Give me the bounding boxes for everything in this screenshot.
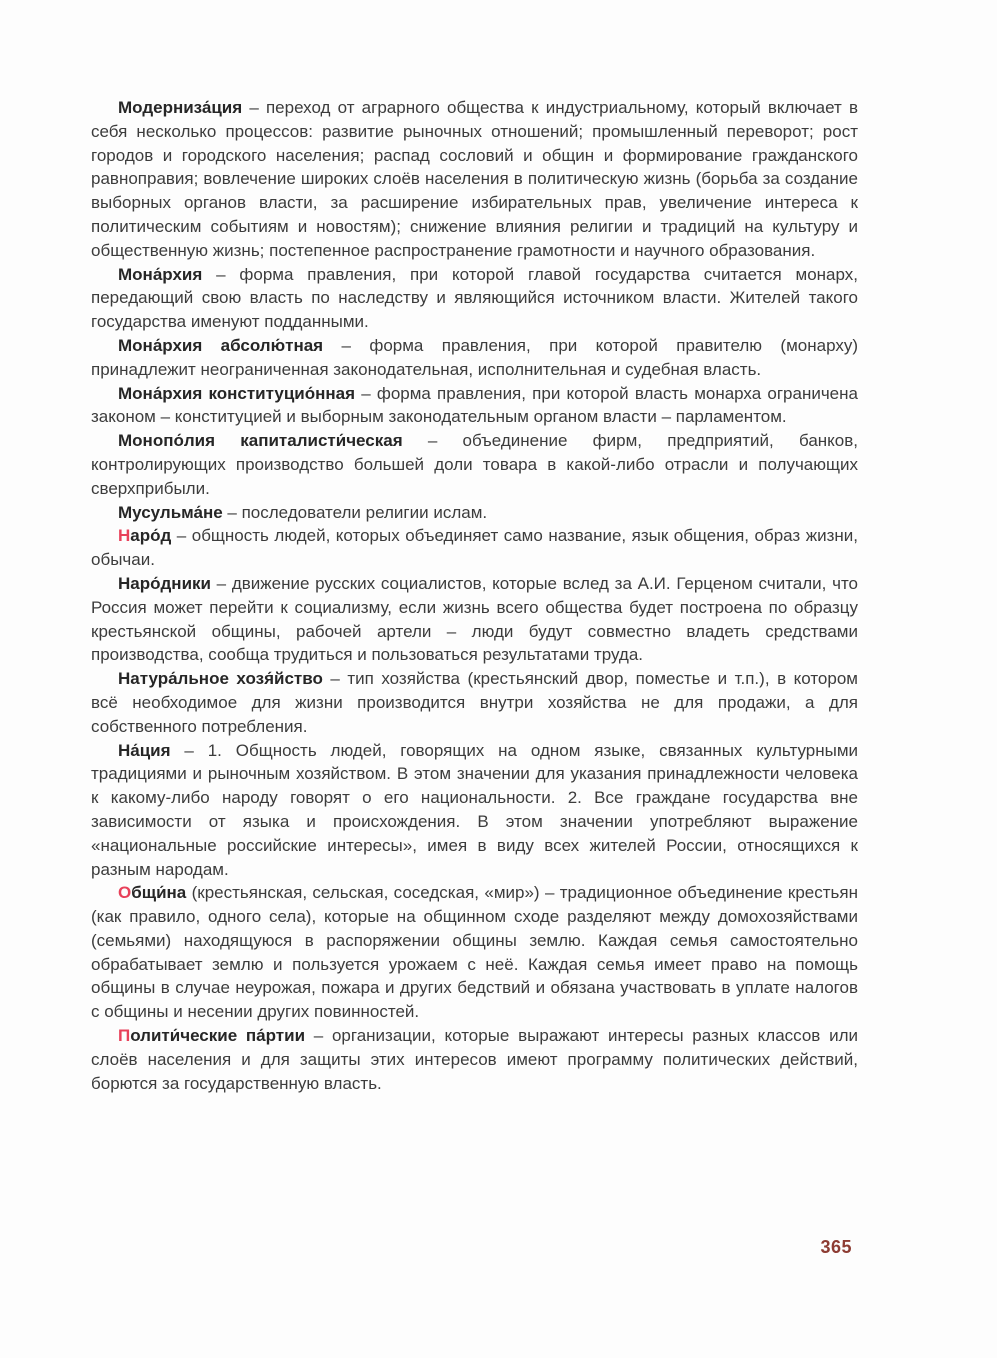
term-rest: а́ция bbox=[130, 740, 171, 760]
glossary-entry bbox=[91, 334, 858, 382]
term-rest: бщи́на bbox=[131, 883, 187, 903]
term-initial: М bbox=[118, 383, 133, 403]
glossary-entry bbox=[91, 881, 858, 1024]
glossary-term bbox=[118, 431, 403, 450]
glossary-term bbox=[118, 669, 323, 688]
page-number: 365 bbox=[820, 1237, 852, 1257]
term-initial: М bbox=[118, 431, 133, 451]
term-initial: О bbox=[118, 883, 132, 903]
term-rest: она́рхия bbox=[132, 264, 203, 284]
term-rest: она́рхия абсолю́тная bbox=[132, 335, 324, 355]
term-initial: М bbox=[118, 502, 133, 522]
term-initial: Н bbox=[118, 526, 131, 546]
glossary-term bbox=[118, 265, 202, 284]
glossary-term bbox=[118, 384, 355, 403]
term-initial: Н bbox=[118, 740, 131, 760]
term-initial: П bbox=[118, 1026, 131, 1046]
glossary-entry bbox=[91, 382, 858, 430]
term-initial: М bbox=[118, 335, 133, 355]
term-initial: М bbox=[118, 264, 133, 284]
glossary-entry bbox=[91, 524, 858, 572]
term-rest: онопо́лия капиталисти́ческая bbox=[132, 431, 403, 451]
term-rest: аро́д bbox=[130, 526, 172, 546]
term-definition: – общность людей, которых объединяет само название, язык общения, образ жизни, обычаи. bbox=[91, 526, 858, 570]
glossary-entry bbox=[91, 263, 858, 334]
glossary-term bbox=[118, 526, 171, 545]
term-definition: – объединение фирм, предприятий, банков, контролирующих производство большей доли товара в какой-либо отрасли и получающих сверхприбыли. bbox=[91, 431, 859, 498]
term-definition: – тип хозяйства (крестьянский двор, поместье и т.п.), в котором всё необходимое для жизни производится внутри хозяйства не для продажи, а для собственного потребления. bbox=[91, 669, 858, 736]
term-rest: одерниза́ция bbox=[132, 98, 243, 117]
glossary-term bbox=[118, 336, 323, 355]
term-rest: олити́ческие па́ртии bbox=[130, 1026, 306, 1046]
term-definition: – последователи религии ислам. bbox=[222, 502, 488, 522]
term-rest: аро́дники bbox=[130, 573, 211, 593]
glossary-entry bbox=[91, 739, 858, 882]
glossary-entry bbox=[91, 429, 858, 500]
term-definition: – форма правления, при которой власть монарха ограничена законом – конституцией и выборным законодательным органом власти – парламентом. bbox=[91, 383, 858, 427]
glossary bbox=[91, 96, 858, 1095]
term-rest: она́рхия конституцио́нная bbox=[132, 383, 356, 403]
glossary-term bbox=[118, 883, 186, 902]
term-definition: – форма правления, при которой правителю (монарху) принадлежит неограниченная законодательная, исполнительная и судебная власть. bbox=[91, 335, 858, 379]
glossary-entry bbox=[91, 667, 858, 738]
term-definition: – форма правления, при которой главой государства считается монарх, передающий свою власть по наследству и являющийся источником власти. Жителей такого государства именуют подданными. bbox=[91, 264, 858, 332]
term-definition: – переход от аграрного общества к индустриальному, который включает в себя несколько процессов: развитие рыночных отношений; промышленный переворот; рост городов и городского населения; распад сословий и общин и формирование гражданского равноправия; вовлечение широких слоёв населения в политическую жизнь (борьба за создание выборных органов власти, за расширение избирательных прав, увеличение интереса к политическим событиям и новостям); снижение влияния религии и традиций на культуру и общественную жизнь; постепенное распространение грамотности и научного образования. bbox=[91, 98, 858, 260]
glossary-term bbox=[118, 574, 211, 593]
term-rest: усульма́не bbox=[132, 502, 223, 522]
term-initial: Н bbox=[118, 573, 131, 593]
term-definition: – организации, которые выражают интересы разных классов или слоёв населения и для защиты этих интересов имеют программу политических действий, борются за государственную власть. bbox=[91, 1026, 858, 1093]
glossary-term bbox=[118, 741, 171, 760]
glossary-entry bbox=[91, 501, 858, 525]
glossary-entry bbox=[91, 572, 858, 667]
glossary-term bbox=[118, 503, 223, 522]
glossary-entry bbox=[91, 1024, 858, 1095]
term-definition: (крестьянская, сельская, соседская, «мир») – традиционное объединение крестьян (как правило, одного села), которые на общинном сходе разделяют между домохозяйствами (семьями) находящуюся в распоряжении общины землю. Каждая семья самостоятельно обрабатывает землю и пользуется урожаем с неё. Каждая семья имеет право на помощь общины в случае неурожая, пожара и других бедствий и обязана участвовать в уплате налогов с общины и несении других повинностей. bbox=[91, 883, 858, 1022]
term-initial: Н bbox=[118, 669, 131, 689]
term-initial: М bbox=[118, 98, 133, 117]
glossary-entry bbox=[91, 96, 858, 263]
glossary-term bbox=[118, 1026, 305, 1045]
term-definition: – движение русских социалистов, которые вслед за А.И. Герценом считали, что Россия может перейти к социализму, если жизнь всего общества будет построена по образцу крестьянской общины, рабочей артели – люди будут совместно владеть средствами производства, сообща трудиться и пользоваться результатами труда. bbox=[91, 573, 858, 665]
term-definition: – 1. Общность людей, говорящих на одном языке, связанных культурными традициями и рыночным хозяйством. В этом значении для указания принадлежности человека к какому-либо народу говорят о его национальности. 2. Все граждане государства вне зависимости от языка и происхождения. В этом значении употребляют выражение «национальные российские интересы», имея в виду всех жителей России, относящихся к разным народам. bbox=[91, 740, 858, 879]
glossary-term bbox=[118, 98, 242, 117]
term-rest: атура́льное хозя́йство bbox=[130, 669, 323, 689]
